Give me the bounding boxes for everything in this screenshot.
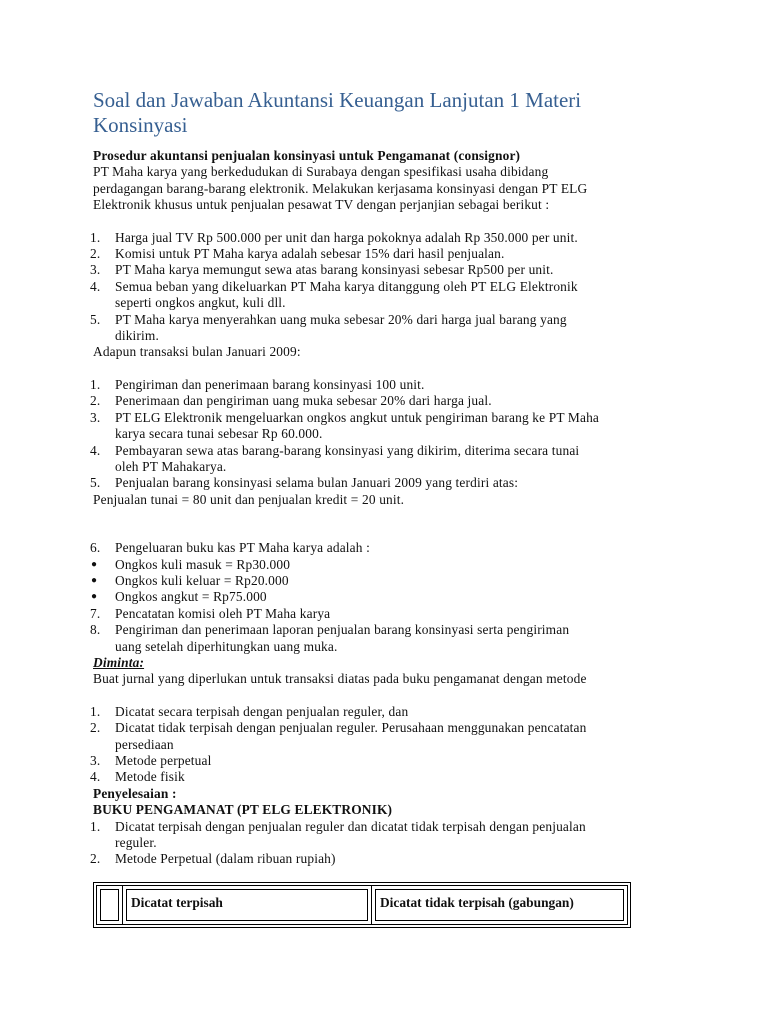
list-number: 4. [90, 442, 101, 458]
list-text: Pengiriman dan penerimaan barang konsinyasi 100 unit. [115, 376, 425, 392]
list-item [90, 442, 683, 476]
method-list [90, 703, 683, 786]
bullet-list [93, 557, 683, 606]
list-number: 3. [90, 262, 101, 278]
list-item [93, 589, 683, 605]
transaction-list-continued [90, 605, 683, 655]
list-text: uang setelah diperhitungkan uang muka. [115, 638, 338, 654]
list-text: karya secara tunai sebesar Rp 60.000. [115, 426, 323, 442]
list-number: 1. [90, 229, 101, 245]
intro-line: PT Maha karya yang berkedudukan di Surabaya dengan spesifikasi usaha dibidang [93, 164, 549, 180]
list-number: 4. [90, 769, 101, 785]
list-number: 8. [90, 622, 101, 638]
list-item [93, 573, 683, 589]
section-heading: Prosedur akuntansi penjualan konsinyasi untuk Pengamanat (consignor) [93, 148, 521, 163]
list-text: Dicatat terpisah dengan penjualan reguler dan dicatat tidak terpisah dengan penjualan [115, 818, 586, 834]
list-text: Metode Perpetual (dalam ribuan rupiah) [115, 851, 336, 867]
diminta-label: Diminta: [93, 654, 145, 670]
solution-list [90, 818, 683, 868]
list-item [90, 311, 683, 345]
list-item [90, 475, 683, 491]
intro-line: Elektronik khusus untuk penjualan pesawat TV dengan perjanjian sebagai berikut : [93, 197, 550, 213]
list-item [90, 246, 683, 262]
list-item [90, 769, 683, 785]
list-text: dikirim. [115, 328, 159, 344]
list-text: Ongkos angkut = Rp75.000 [115, 589, 267, 605]
transactions-intro: Adapun transaksi bulan Januari 2009: [93, 344, 301, 360]
list-text: Pencatatan komisi oleh PT Maha karya [115, 605, 331, 621]
book-label: BUKU PENGAMANAT (PT ELG ELEKTRONIK) [93, 802, 393, 818]
list-text: Metode fisik [115, 769, 185, 785]
list-item [90, 540, 683, 556]
list-number: 2. [90, 246, 101, 262]
list-text: Komisi untuk PT Maha karya adalah sebesar 15% dari hasil penjualan. [115, 246, 505, 262]
list-text: PT ELG Elektronik mengeluarkan ongkos angkut untuk pengiriman barang ke PT Maha [115, 409, 600, 425]
list-number: 2. [90, 720, 101, 736]
list-number: 6. [90, 540, 101, 556]
list-number: 1. [90, 818, 101, 834]
list-text: Metode perpetual [115, 753, 212, 768]
list-item [90, 229, 683, 246]
table-header-cell [372, 886, 627, 924]
list-text: Penjualan barang konsinyasi selama bulan Januari 2009 yang terdiri atas: [115, 475, 519, 491]
list-text: Ongkos kuli masuk = Rp30.000 [115, 556, 291, 572]
table-header-combined: Dicatat tidak terpisah (gabungan) [380, 895, 574, 910]
list-number: 1. [90, 376, 101, 392]
list-text: Dicatat secara terpisah dengan penjualan reguler, dan [115, 703, 409, 719]
list-text: Harga jual TV Rp 500.000 per unit dan harga pokoknya adalah Rp 350.000 per unit. [115, 229, 578, 245]
list-item [90, 851, 683, 867]
page-title: Soal dan Jawaban Akuntansi Keuangan Lanjutan 1 Materi Konsinyasi [93, 88, 582, 137]
list-text: oleh PT Mahakarya. [115, 458, 227, 474]
list-text: Penerimaan dan pengiriman uang muka sebesar 20% dari harga jual. [115, 393, 492, 409]
list-number: 2. [90, 393, 101, 409]
list-text: PT Maha karya menyerahkan uang muka sebesar 20% dari harga jual barang yang [115, 311, 567, 327]
list-item [90, 262, 683, 278]
intro-line: perdagangan barang-barang elektronik. Melakukan kerjasama konsinyasi dengan PT ELG [93, 180, 588, 196]
list-number: 7. [90, 605, 101, 621]
solution-label: Penyelesaian : [93, 785, 177, 801]
list-number: 4. [90, 278, 101, 294]
list-text: Pengiriman dan penerimaan laporan penjualan barang konsinyasi serta pengiriman [115, 622, 570, 638]
agreement-list [90, 229, 683, 345]
list-number: 5. [90, 475, 101, 491]
list-text: PT Maha karya memungut sewa atas barang konsinyasi sebesar Rp500 per unit. [115, 262, 554, 278]
list-number: 2. [90, 851, 101, 867]
sales-detail: Penjualan tunai = 80 unit dan penjualan kredit = 20 unit. [93, 491, 405, 507]
list-text: Semua beban yang dikeluarkan PT Maha karya ditanggung oleh PT ELG Elektronik [115, 278, 578, 294]
list-item [90, 720, 683, 753]
table-header-cell [123, 886, 372, 924]
list-item [90, 393, 683, 409]
list-item [90, 409, 683, 443]
list-item [90, 605, 683, 622]
list-text: persediaan [115, 736, 174, 752]
list-number: 3. [90, 409, 101, 425]
list-item [90, 703, 683, 720]
table-header-separate: Dicatat terpisah [131, 895, 223, 910]
list-item [90, 376, 683, 393]
bullet-marker: ● [91, 591, 98, 603]
list-text: Pengeluaran buku kas PT Maha karya adalah : [115, 540, 370, 556]
list-text: reguler. [115, 835, 157, 851]
list-item [90, 278, 683, 312]
list-item [90, 622, 683, 655]
list-number: 1. [90, 703, 101, 719]
transaction-list [90, 376, 683, 492]
list-number: 5. [90, 311, 101, 327]
list-text: Ongkos kuli keluar = Rp20.000 [115, 572, 289, 588]
list-number: 3. [90, 753, 101, 768]
bullet-marker: ● [91, 558, 98, 570]
journal-table [93, 882, 631, 928]
list-item [90, 753, 683, 769]
list-item [90, 818, 683, 852]
list-text: seperti ongkos angkut, kuli dll. [115, 295, 286, 311]
list-item [93, 557, 683, 573]
diminta-text: Buat jurnal yang diperlukan untuk transaksi diatas pada buku pengamanat dengan metode [93, 671, 587, 687]
bullet-marker: ● [91, 574, 98, 586]
document-body [90, 148, 683, 868]
table-blank-cell [97, 886, 123, 924]
list-text: Pembayaran sewa atas barang-barang konsinyasi yang dikirim, diterima secara tunai [115, 442, 580, 458]
list-text: Dicatat tidak terpisah dengan penjualan reguler. Perusahaan menggunakan pencatatan [115, 720, 587, 736]
